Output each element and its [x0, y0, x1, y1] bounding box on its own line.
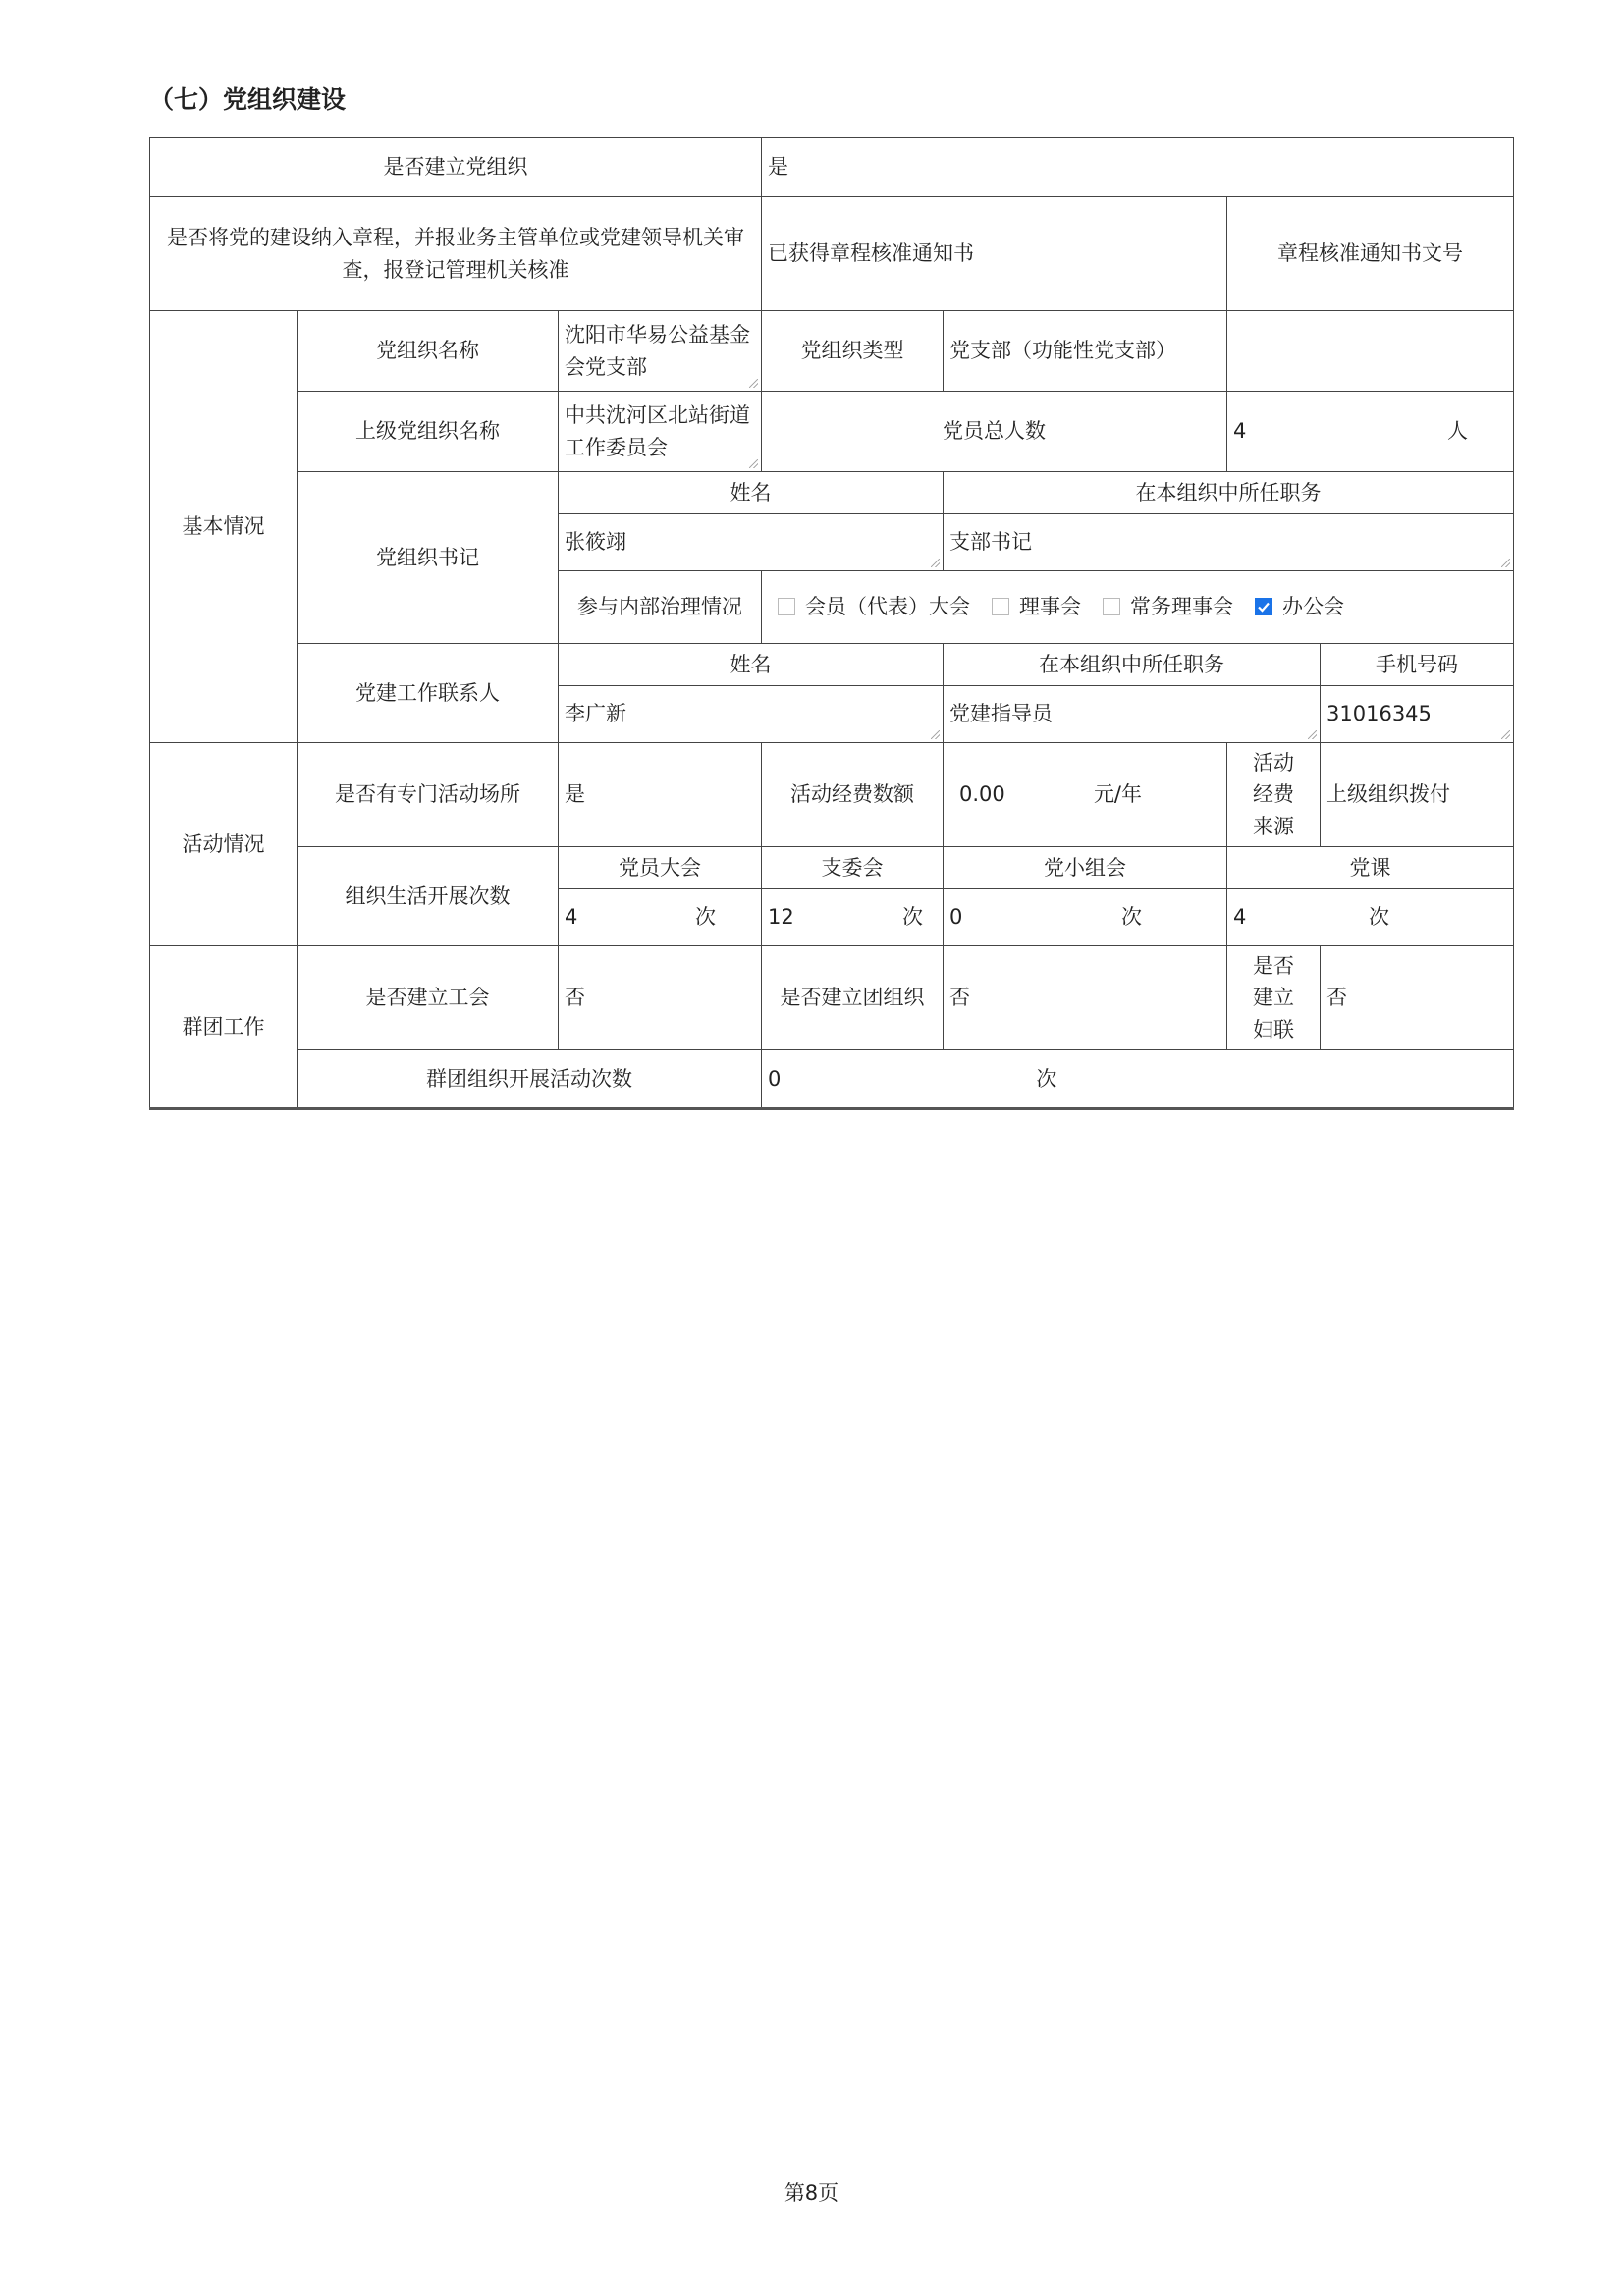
contact-name-header: 姓名 — [559, 644, 944, 686]
meeting-header-group: 党小组会 — [944, 847, 1227, 889]
governance-label: 参与内部治理情况 — [559, 571, 762, 644]
contact-position-field[interactable]: 党建指导员 — [944, 686, 1321, 743]
basic-group-label: 基本情况 — [150, 311, 298, 743]
union-label: 是否建立工会 — [298, 946, 559, 1050]
contact-position-header: 在本组织中所任职务 — [944, 644, 1321, 686]
meeting-field-committee[interactable]: 12 次 — [762, 889, 944, 946]
union-value[interactable]: 否 — [559, 946, 762, 1050]
members-field[interactable] — [1227, 392, 1514, 472]
meeting-header-congress: 党员大会 — [559, 847, 762, 889]
members-unit: 人 — [1447, 419, 1469, 444]
mass-count-unit: 次 — [1036, 1066, 1057, 1091]
secretary-position-field[interactable]: 支部书记 — [944, 514, 1514, 571]
check-mark-icon — [1257, 600, 1271, 614]
governance-option-standing-council[interactable]: 常务理事会 — [1103, 591, 1233, 623]
contact-label: 党建工作联系人 — [298, 644, 559, 743]
meeting-field-congress[interactable]: 4 次 — [559, 889, 762, 946]
parent-org-label: 上级党组织名称 — [298, 392, 559, 472]
venue-value[interactable]: 是 — [559, 743, 762, 847]
youth-label: 是否建立团组织 — [762, 946, 944, 1050]
mass-count-field[interactable] — [762, 1050, 1514, 1109]
parent-org-field[interactable]: 中共沈河区北站街道工作委员会 — [559, 392, 762, 472]
checkbox-unchecked-icon[interactable] — [778, 598, 795, 615]
members-value: 4 — [1233, 419, 1247, 444]
meeting-field-lecture[interactable]: 4 次 — [1227, 889, 1514, 946]
section-title: （七）党组织建设 — [149, 85, 347, 114]
mass-group-label: 群团工作 — [150, 946, 298, 1109]
governance-option-council[interactable]: 理事会 — [992, 591, 1081, 623]
org-name-label: 党组织名称 — [298, 311, 559, 392]
establish-value[interactable]: 是 — [762, 138, 1514, 197]
charter-doc-no-label: 章程核准通知书文号 — [1227, 197, 1514, 311]
secretary-position-header: 在本组织中所任职务 — [944, 472, 1514, 514]
governance-option-members-congress[interactable]: 会员（代表）大会 — [778, 591, 970, 623]
governance-options — [762, 571, 1514, 644]
checkbox-unchecked-icon[interactable] — [1103, 598, 1120, 615]
checkbox-checked-icon[interactable] — [1255, 598, 1272, 615]
mass-count-label: 群团组织开展活动次数 — [298, 1050, 762, 1109]
meeting-header-lecture: 党课 — [1227, 847, 1514, 889]
women-label: 是否建立妇联 — [1227, 946, 1321, 1050]
org-type-value[interactable]: 党支部（功能性党支部） — [944, 311, 1227, 392]
activity-group-label: 活动情况 — [150, 743, 298, 946]
life-label: 组织生活开展次数 — [298, 847, 559, 946]
meeting-field-group[interactable]: 0 次 — [944, 889, 1227, 946]
funds-unit: 元/年 — [1093, 782, 1143, 807]
page-number: 第8页 — [784, 2181, 839, 2205]
contact-phone-field[interactable]: 31016345 — [1321, 686, 1514, 743]
youth-value[interactable]: 否 — [944, 946, 1227, 1050]
secretary-name-field[interactable]: 张筱翊 — [559, 514, 944, 571]
charter-value[interactable]: 已获得章程核准通知书 — [762, 197, 1227, 311]
org-name-field[interactable]: 沈阳市华易公益基金会党支部 — [559, 311, 762, 392]
governance-option-office-meeting[interactable]: 办公会 — [1255, 591, 1344, 623]
establish-label: 是否建立党组织 — [150, 138, 762, 197]
org-type-label: 党组织类型 — [762, 311, 944, 392]
org-type-extra — [1227, 311, 1514, 392]
contact-phone-header: 手机号码 — [1321, 644, 1514, 686]
party-organization-form — [149, 137, 1514, 1110]
source-label: 活动经费来源 — [1227, 743, 1321, 847]
women-value[interactable]: 否 — [1321, 946, 1514, 1050]
secretary-name-header: 姓名 — [559, 472, 944, 514]
checkbox-unchecked-icon[interactable] — [992, 598, 1009, 615]
funds-field[interactable] — [944, 743, 1227, 847]
funds-value: 0.00 — [959, 782, 1005, 807]
charter-label: 是否将党的建设纳入章程，并报业务主管单位或党建领导机关审查，报登记管理机关核准 — [150, 197, 762, 311]
funds-label: 活动经费数额 — [762, 743, 944, 847]
meeting-header-committee: 支委会 — [762, 847, 944, 889]
mass-count-value: 0 — [768, 1066, 782, 1091]
secretary-label: 党组织书记 — [298, 472, 559, 644]
source-value[interactable]: 上级组织拨付 — [1321, 743, 1514, 847]
members-label: 党员总人数 — [762, 392, 1227, 472]
venue-label: 是否有专门活动场所 — [298, 743, 559, 847]
contact-name-field[interactable]: 李广新 — [559, 686, 944, 743]
